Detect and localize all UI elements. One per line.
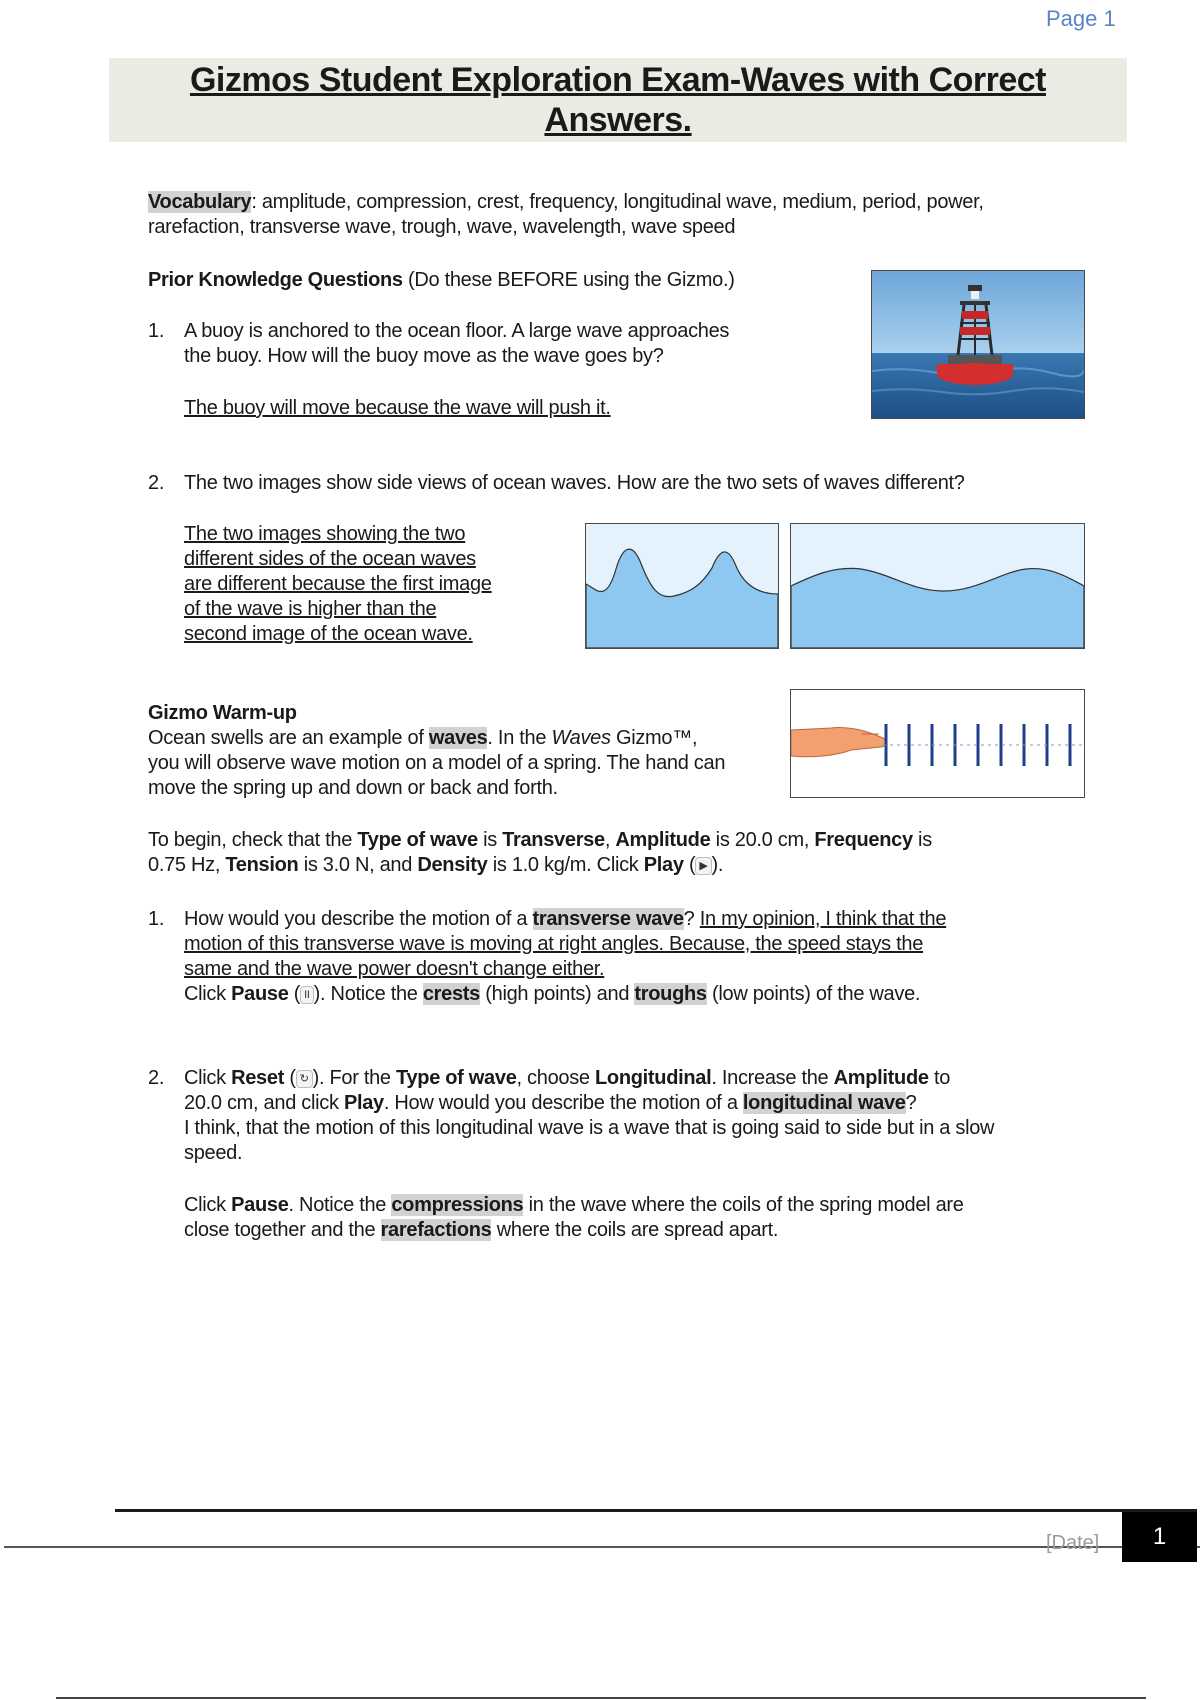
footer-page-number: 1 [1122,1512,1197,1562]
warmup-intro [148,726,788,801]
pause-label: Pause [231,983,289,1005]
warmup-q1-p1: ( [288,983,301,1005]
frequency-label: Frequency [814,829,913,851]
pk-q2-number: 2. [148,472,165,494]
term-compressions: compressions [391,1194,524,1216]
warmup-q1-click: Click [184,983,232,1005]
vocabulary-terms-2: rarefaction, transverse wave, trough, wave, wavelength, wave speed [148,216,736,238]
warmup-q2-r4: . Increase the [711,1067,834,1089]
warmup-q2-c3: in the wave where the coils of the spring model are [523,1194,964,1216]
footer-date: [Date] [1046,1532,1100,1554]
term-waves: waves [428,727,488,749]
pk-q1-question [184,319,824,369]
warmup-q1-answer-2: motion of this transverse wave is moving at right angles. Because, the speed stays the [184,933,924,955]
begin-t1: To begin, check that the [148,829,358,851]
title-band [109,58,1127,142]
term-crests: crests [422,983,480,1005]
warmup-q1 [184,907,1104,1007]
warmup-q2-r3: , choose [516,1067,595,1089]
begin-t5: is [912,829,932,851]
pk-q1-line2: the buoy. How will the buoy move as the wave goes by? [184,345,664,367]
warmup-q2-answer-2: speed. [184,1142,243,1164]
prior-knowledge-heading [148,268,735,293]
begin-t4: is 20.0 cm, [710,829,815,851]
warmup-q2-line2-a: 20.0 cm, and click [184,1092,344,1114]
warmup-q2-line2-b: . How would you describe the motion of a [383,1092,743,1114]
gentle-wave-illustration [791,524,1084,648]
warmup-intro-a: Ocean swells are an example of [148,727,429,749]
buoy-image [871,270,1085,419]
warmup-q2-r5: to [928,1067,951,1089]
play-label: Play [643,854,684,876]
warmup-q2-click: Click [184,1067,232,1089]
tension-label: Tension [225,854,299,876]
play-label-2: Play [343,1092,384,1114]
warmup-heading: Gizmo Warm-up [148,702,297,724]
warmup-q2-r2: ). For the [312,1067,397,1089]
pk-q2-answer-line5: second image of the ocean wave. [184,623,473,645]
begin-t10: ). [711,854,724,876]
warmup-q2 [184,1066,1104,1166]
footer-rule-bottom [56,1697,1146,1699]
begin-t7: is 3.0 N, and [298,854,418,876]
warmup-q2-c5: where the coils are spread apart. [491,1219,779,1241]
warmup-q2-c1: Click [184,1194,232,1216]
warmup-q2-c2: . Notice the [288,1194,392,1216]
warmup-q2-pause-note [184,1193,1104,1243]
wave-image-gentle [790,523,1085,649]
buoy-illustration [872,271,1084,418]
prior-knowledge-title: Prior Knowledge Questions [148,269,403,291]
warmup-q2-answer-1: I think, that the motion of this longitudinal wave is a wave that is going said to side but in a slow [184,1117,995,1139]
warmup-q2-r1: ( [284,1067,296,1089]
pk-q1-line1: A buoy is anchored to the ocean floor. A large wave approaches [184,320,730,342]
term-longitudinal-wave: longitudinal wave [742,1092,906,1114]
warmup-q1-p2: ). Notice the [313,983,423,1005]
wave-image-tall [585,523,779,649]
spring-image [790,689,1085,798]
longitudinal-label: Longitudinal [595,1067,712,1089]
term-troughs: troughs [634,983,707,1005]
reset-label: Reset [231,1067,285,1089]
page-label: Page 1 [1046,6,1116,31]
pk-q2-answer [184,522,574,647]
begin-t3: , [604,829,616,851]
begin-t2: is [477,829,503,851]
transverse-label: Transverse [502,829,605,851]
warmup-intro-c: Gizmo™, [610,727,698,749]
tall-wave-illustration [586,524,778,648]
play-icon: ▶ [695,857,711,875]
warmup-intro-line2: you will observe wave motion on a model of a spring. The hand can [148,752,726,774]
warmup-q2-line2-c: ? [905,1092,917,1114]
warmup-q2-c4: close together and the [184,1219,381,1241]
begin-t6: 0.75 Hz, [148,854,226,876]
footer-rule-middle [4,1546,1200,1548]
warmup-intro-line3: move the spring up and down or back and forth. [148,777,558,799]
warmup-q1-number: 1. [148,908,165,930]
footer-rule-top [115,1509,1197,1512]
pause-label-2: Pause [231,1194,289,1216]
pk-q2-answer-line3: are different because the first image [184,573,492,595]
gizmo-name: Waves [551,727,611,749]
vocabulary-paragraph [148,190,1098,240]
warmup-q1-p3: (high points) and [480,983,635,1005]
warmup-q1-t1: How would you describe the motion of a [184,908,533,930]
begin-instructions [148,828,1108,878]
warmup-q2-number: 2. [148,1067,165,1089]
warmup-intro-b: . In the [487,727,552,749]
pk-q2-answer-line4: of the wave is higher than the [184,598,437,620]
type-of-wave-label-2: Type of wave [396,1067,517,1089]
vocabulary-label: Vocabulary [148,191,252,213]
spring-illustration [791,690,1084,797]
begin-t8: is 1.0 kg/m. Click [487,854,644,876]
amplitude-label: Amplitude [615,829,711,851]
pk-q2-answer-line2: different sides of the ocean waves [184,548,476,570]
begin-t9: ( [683,854,696,876]
warmup-q1-p4: (low points) of the wave. [706,983,921,1005]
term-rarefactions: rarefactions [380,1219,492,1241]
amplitude-label-2: Amplitude [833,1067,929,1089]
reset-icon: ↻ [296,1070,313,1088]
warmup-q1-answer-3: same and the wave power doesn't change either. [184,958,605,980]
title-line2: Answers. [544,101,692,139]
warmup-q1-answer-1: In my opinion, I think that the [699,908,947,930]
pause-icon: II [300,986,314,1004]
density-label: Density [417,854,488,876]
pk-q1-answer: The buoy will move because the wave will push it. [184,397,611,419]
type-of-wave-label: Type of wave [357,829,478,851]
prior-knowledge-note: (Do these BEFORE using the Gizmo.) [402,269,735,291]
vocabulary-terms-1: : amplitude, compression, crest, frequency, longitudinal wave, medium, period, power, [251,191,984,213]
pk-q2-answer-line1: The two images showing the two [184,523,466,545]
pk-q1-number: 1. [148,320,165,342]
term-transverse-wave: transverse wave [532,908,684,930]
pk-q2-question: The two images show side views of ocean waves. How are the two sets of waves different? [184,472,965,494]
title-line1: Gizmos Student Exploration Exam-Waves with Correct [189,61,1046,99]
warmup-q1-t2: ? [683,908,700,930]
